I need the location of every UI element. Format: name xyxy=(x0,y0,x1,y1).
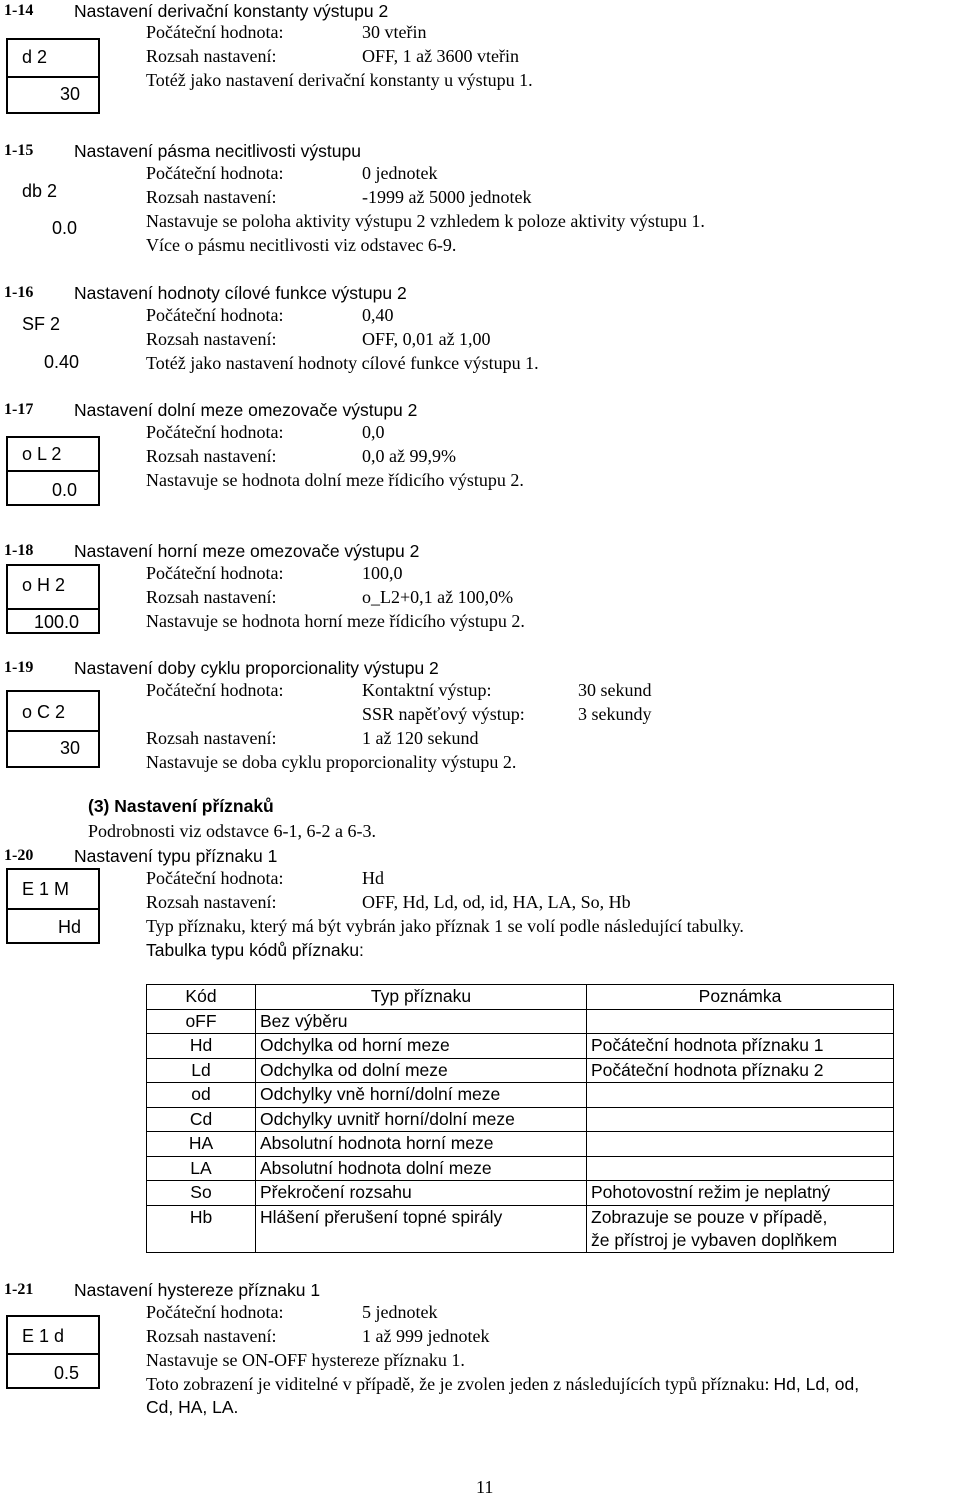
display-value: 0.0 xyxy=(52,480,78,500)
table-row xyxy=(147,1205,894,1252)
section-title: Nastavení typu příznaku 1 xyxy=(74,846,278,866)
header-code: Kód xyxy=(147,985,256,1010)
initial-value: 0,40 xyxy=(362,305,394,325)
description: Nastavuje se poloha aktivity výstupu 2 vzhledem k poloze aktivity výstupu 1. xyxy=(146,211,705,231)
row-note xyxy=(587,1156,894,1181)
row-note: Pohotovostní režim je neplatný xyxy=(587,1181,894,1206)
display-value: 30 xyxy=(60,738,81,758)
description-visibility-text: Toto zobrazení je viditelné v případě, že je zvolen jeden z následujících typů příznaku: xyxy=(146,1374,770,1394)
description: Totéž jako nastavení hodnoty cílové funkce výstupu 1. xyxy=(146,353,539,373)
display-code: E 1 M xyxy=(22,879,70,899)
row-code: HA xyxy=(147,1132,256,1157)
display-code: o H 2 xyxy=(22,575,66,595)
row-note-line1: Zobrazuje se pouze v případě, xyxy=(591,1206,828,1227)
display-code: o L 2 xyxy=(22,444,62,464)
flag-code-table xyxy=(146,984,894,1253)
row-code: Ld xyxy=(147,1058,256,1083)
row-type: Odchylky uvnitř horní/dolní meze xyxy=(256,1107,587,1132)
row-type: Odchylka od dolní meze xyxy=(256,1058,587,1083)
row-type: Bez výběru xyxy=(256,1009,587,1034)
contact-output-value: 30 sekund xyxy=(578,680,652,700)
display-value: Hd xyxy=(58,917,82,937)
description-visibility-codes-cont: Cd, HA, LA. xyxy=(146,1397,239,1417)
table-row xyxy=(147,1156,894,1181)
range-value: OFF, 0,01 až 1,00 xyxy=(362,329,491,349)
range-label: Rozsah nastavení: xyxy=(146,446,277,466)
range-value: 1 až 120 sekund xyxy=(362,728,479,748)
display-code: d 2 xyxy=(22,47,48,67)
row-type: Překročení rozsahu xyxy=(256,1181,587,1206)
display-value: 0.0 xyxy=(52,218,78,238)
display-code: SF 2 xyxy=(22,314,61,334)
range-label: Rozsah nastavení: xyxy=(146,1326,277,1346)
initial-value: 0,0 xyxy=(362,422,385,442)
row-type: Odchylky vně horní/dolní meze xyxy=(256,1083,587,1108)
ssr-output-label: SSR napěťový výstup: xyxy=(362,704,525,724)
range-label: Rozsah nastavení: xyxy=(146,892,277,912)
description-more: Více o pásmu necitlivosti viz odstavec 6-9. xyxy=(146,235,457,255)
row-note xyxy=(587,1083,894,1108)
section-title: Nastavení dolní meze omezovače výstupu 2 xyxy=(74,400,418,420)
row-code: od xyxy=(147,1083,256,1108)
table-row xyxy=(147,1009,894,1034)
initial-value: Hd xyxy=(362,868,384,888)
contact-output-label: Kontaktní výstup: xyxy=(362,680,492,700)
initial-value-label: Počáteční hodnota: xyxy=(146,563,284,583)
range-label: Rozsah nastavení: xyxy=(146,187,277,207)
initial-value-label: Počáteční hodnota: xyxy=(146,422,284,442)
row-note xyxy=(587,1009,894,1034)
range-label: Rozsah nastavení: xyxy=(146,728,277,748)
section-number: 1-20 xyxy=(4,847,34,864)
display-value: 0.40 xyxy=(44,352,80,372)
table-row xyxy=(147,1083,894,1108)
row-note xyxy=(587,1205,894,1252)
initial-value-label: Počáteční hodnota: xyxy=(146,680,284,700)
range-label: Rozsah nastavení: xyxy=(146,46,277,66)
ssr-output-value: 3 sekundy xyxy=(578,704,652,724)
description-visibility xyxy=(146,1374,859,1395)
row-type: Odchylka od horní meze xyxy=(256,1034,587,1059)
row-type: Absolutní hodnota dolní meze xyxy=(256,1156,587,1181)
section-title: Nastavení doby cyklu proporcionality výstupu 2 xyxy=(74,658,439,678)
chapter-heading: (3) Nastavení příznaků xyxy=(88,796,274,816)
description: Nastavuje se hodnota horní meze řídicího výstupu 2. xyxy=(146,611,525,631)
row-note xyxy=(587,1132,894,1157)
range-label: Rozsah nastavení: xyxy=(146,329,277,349)
initial-value-label: Počáteční hodnota: xyxy=(146,868,284,888)
initial-value: 0 jednotek xyxy=(362,163,438,183)
table-row xyxy=(147,1132,894,1157)
initial-value-label: Počáteční hodnota: xyxy=(146,163,284,183)
section-title: Nastavení horní meze omezovače výstupu 2 xyxy=(74,541,420,561)
range-label: Rozsah nastavení: xyxy=(146,587,277,607)
range-value: o_L2+0,1 až 100,0% xyxy=(362,587,514,607)
section-title: Nastavení hodnoty cílové funkce výstupu 2 xyxy=(74,283,407,303)
section-number: 1-17 xyxy=(4,401,34,418)
table-title: Tabulka typu kódů příznaku: xyxy=(146,940,364,960)
section-title: Nastavení pásma necitlivosti výstupu xyxy=(74,141,361,161)
description: Totéž jako nastavení derivační konstanty u výstupu 1. xyxy=(146,70,533,90)
row-code: So xyxy=(147,1181,256,1206)
initial-value-label: Počáteční hodnota: xyxy=(146,305,284,325)
range-value: OFF, 1 až 3600 vteřin xyxy=(362,46,520,66)
display-value: 100.0 xyxy=(34,612,80,632)
description: Typ příznaku, který má být vybrán jako příznak 1 se volí podle následující tabulky. xyxy=(146,916,744,936)
initial-value-label: Počáteční hodnota: xyxy=(146,22,284,42)
row-type: Absolutní hodnota horní meze xyxy=(256,1132,587,1157)
display-code: o C 2 xyxy=(22,702,66,722)
initial-value: 30 vteřin xyxy=(362,22,427,42)
display-code: db 2 xyxy=(22,181,58,201)
section-number: 1-18 xyxy=(4,542,34,559)
section-number: 1-19 xyxy=(4,659,34,676)
description: Nastavuje se doba cyklu proporcionality výstupu 2. xyxy=(146,752,517,772)
row-code: LA xyxy=(147,1156,256,1181)
display-value: 30 xyxy=(60,84,81,104)
row-code: oFF xyxy=(147,1009,256,1034)
range-value: -1999 až 5000 jednotek xyxy=(362,187,532,207)
row-note xyxy=(587,1107,894,1132)
section-number: 1-14 xyxy=(4,2,34,19)
display-value: 0.5 xyxy=(54,1363,80,1383)
row-code: Hd xyxy=(147,1034,256,1059)
row-note-line2: že přístroj je vybaven doplňkem xyxy=(591,1229,838,1250)
range-value: OFF, Hd, Ld, od, id, HA, LA, So, Hb xyxy=(362,892,631,912)
header-note: Poznámka xyxy=(587,985,894,1010)
row-note: Počáteční hodnota příznaku 2 xyxy=(587,1058,894,1083)
initial-value-label: Počáteční hodnota: xyxy=(146,1302,284,1322)
row-code: Hb xyxy=(147,1205,256,1252)
table-row xyxy=(147,1181,894,1206)
section-title: Nastavení hystereze příznaku 1 xyxy=(74,1280,321,1300)
section-title: Nastavení derivační konstanty výstupu 2 xyxy=(74,1,389,21)
table-row xyxy=(147,1058,894,1083)
range-value: 0,0 až 99,9% xyxy=(362,446,456,466)
display-code: E 1 d xyxy=(22,1326,65,1346)
description: Nastavuje se hodnota dolní meze řídicího výstupu 2. xyxy=(146,470,524,490)
range-value: 1 až 999 jednotek xyxy=(362,1326,490,1346)
row-type: Hlášení přerušení topné spirály xyxy=(256,1205,587,1252)
section-number: 1-21 xyxy=(4,1281,34,1298)
description-visibility-codes: Hd, Ld, od, xyxy=(773,1374,860,1394)
page-number: 11 xyxy=(476,1477,494,1497)
initial-value: 5 jednotek xyxy=(362,1302,438,1322)
section-number: 1-16 xyxy=(4,284,34,301)
header-type: Typ příznaku xyxy=(256,985,587,1010)
row-note: Počáteční hodnota příznaku 1 xyxy=(587,1034,894,1059)
table-row xyxy=(147,1034,894,1059)
description: Nastavuje se ON-OFF hystereze příznaku 1. xyxy=(146,1350,465,1370)
display-box xyxy=(6,38,100,114)
chapter-subtext: Podrobnosti viz odstavce 6-1, 6-2 a 6-3. xyxy=(88,821,376,841)
section-number: 1-15 xyxy=(4,142,34,159)
table-header-row xyxy=(147,985,894,1010)
row-code: Cd xyxy=(147,1107,256,1132)
table-row xyxy=(147,1107,894,1132)
initial-value: 100,0 xyxy=(362,563,403,583)
